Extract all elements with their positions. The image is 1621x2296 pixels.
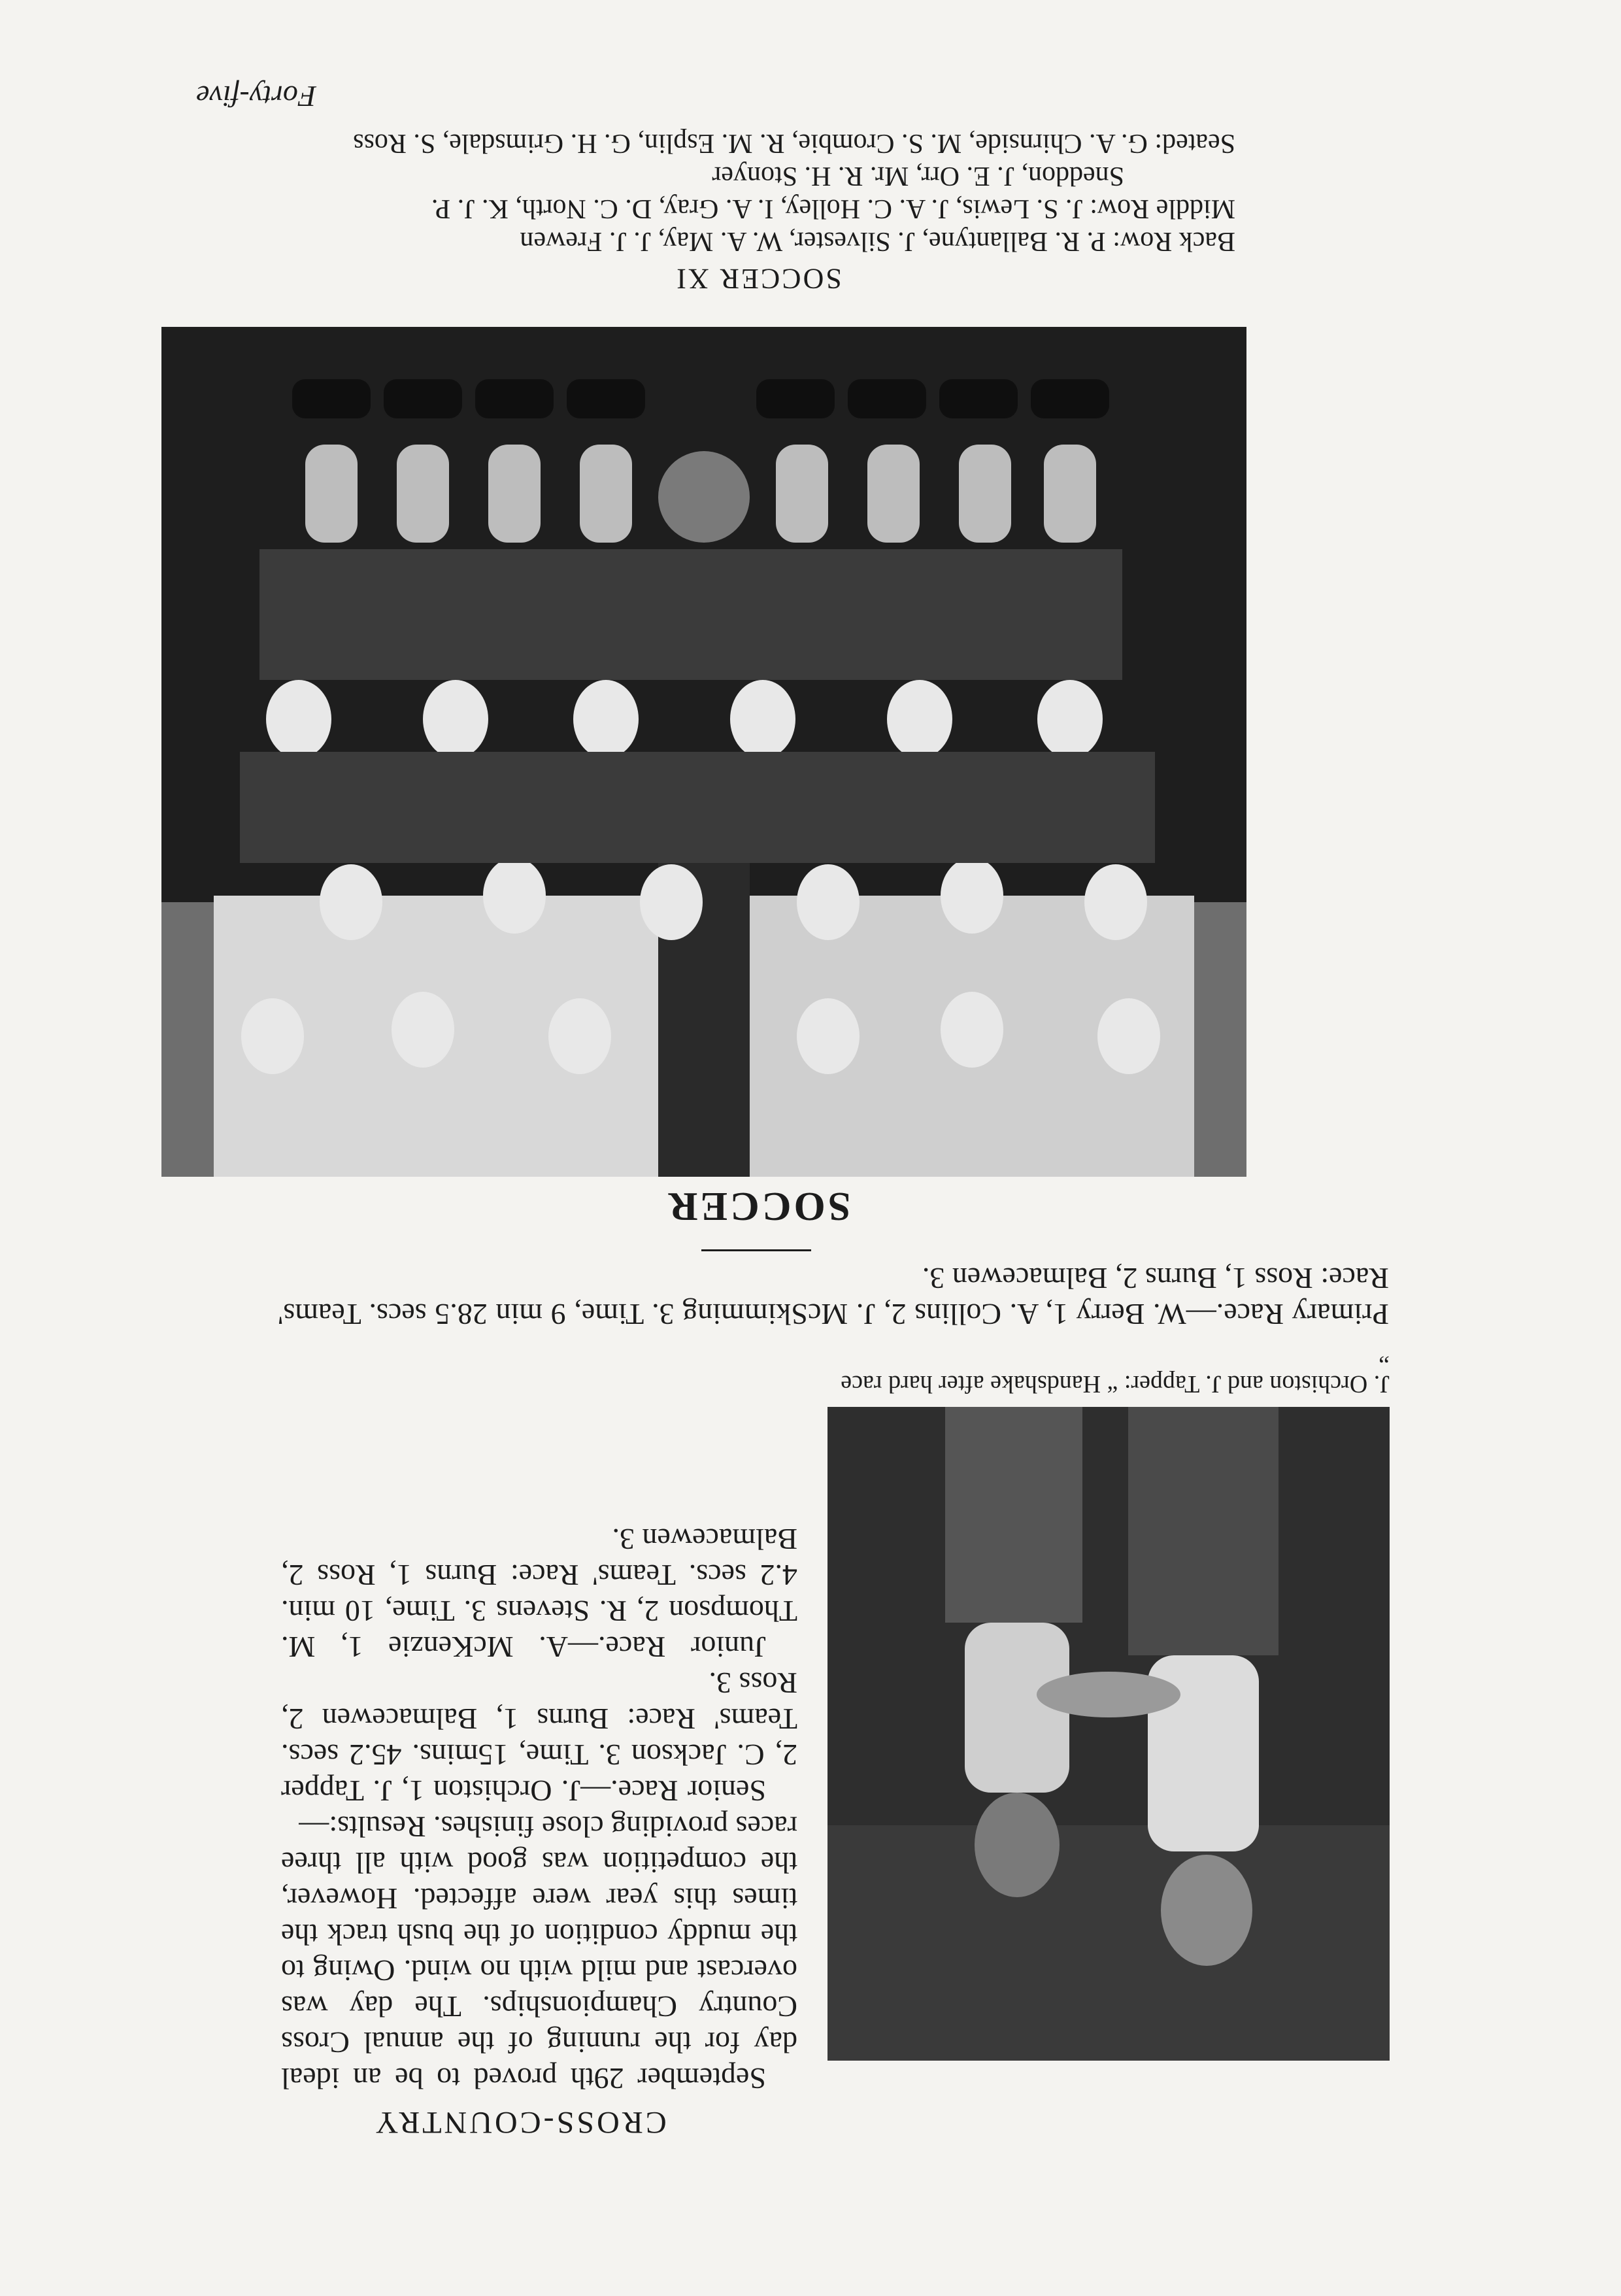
middle-row-names-continued: Sneddon, J. E. Orr, Mr. R. H. Stonyer	[712, 161, 1124, 191]
soccer-heading: SOCCER	[665, 1184, 851, 1228]
soccer-team-photo	[161, 327, 1246, 1177]
cross-country-intro: September 29th proved to be an ideal day for the running of the annual Cross Country Championships. The day was overcast and mild with no wind. Owing to the muddy condition of the bush track the times this year were affected. However, the competition was good with all three races providing close finishes. Results:—	[281, 1810, 797, 2095]
cross-country-photo-caption: J. Orchiston and J. Tapper: “ Handshake after hard race ”	[841, 1340, 1390, 1398]
soccer-team-caption	[163, 127, 1235, 258]
primary-race-results: Primary Race.—W. Berry 1, A. Collins 2, J. McSkimming 3. Time, 9 min 28.5 secs. Teams' Race: Ross 1, Burns 2, Balmacewen 3.	[278, 1262, 1389, 1331]
senior-race-results: Senior Race.—J. Orchiston 1, J. Tapper 2, C. Jackson 3. Time, 15mins. 45.2 secs. Teams' Race: Burns 1, Balmacewen 2, Ross 3.	[281, 1666, 797, 1808]
back-row-names: Back Row: P. R. Ballantyne, J. Silvester, W. A. May, J. J. Frewen	[520, 226, 1235, 256]
section-divider	[701, 1249, 811, 1251]
soccer-team-title: SOCCER XI	[675, 263, 842, 295]
page-number: Forty-five	[196, 80, 316, 113]
cross-country-title: CROSS-COUNTRY	[373, 2105, 667, 2140]
runners-photo-image	[827, 1407, 1390, 2061]
cross-country-report	[281, 1521, 797, 2097]
cross-country-photo	[827, 1407, 1390, 2061]
team-photo-image	[161, 327, 1246, 1177]
junior-race-results: Junior Race.—A. McKenzie 1, M. Thompson 2, R. Stevens 3. Time, 10 min. 4.2 secs. Teams' Race: Burns 1, Ross 2, Balmacewen 3.	[281, 1523, 797, 1664]
seated-row-names: Seated: G. A. Chirnside, M. S. Crombie, R. M. Esplin, G. H. Grimsdale, S. Ross	[353, 128, 1235, 158]
middle-row-names: Middle Row: J. S. Lewis, J. A. C. Holley, I. A. Gray, D. C. North, K. J. P.	[431, 194, 1235, 224]
